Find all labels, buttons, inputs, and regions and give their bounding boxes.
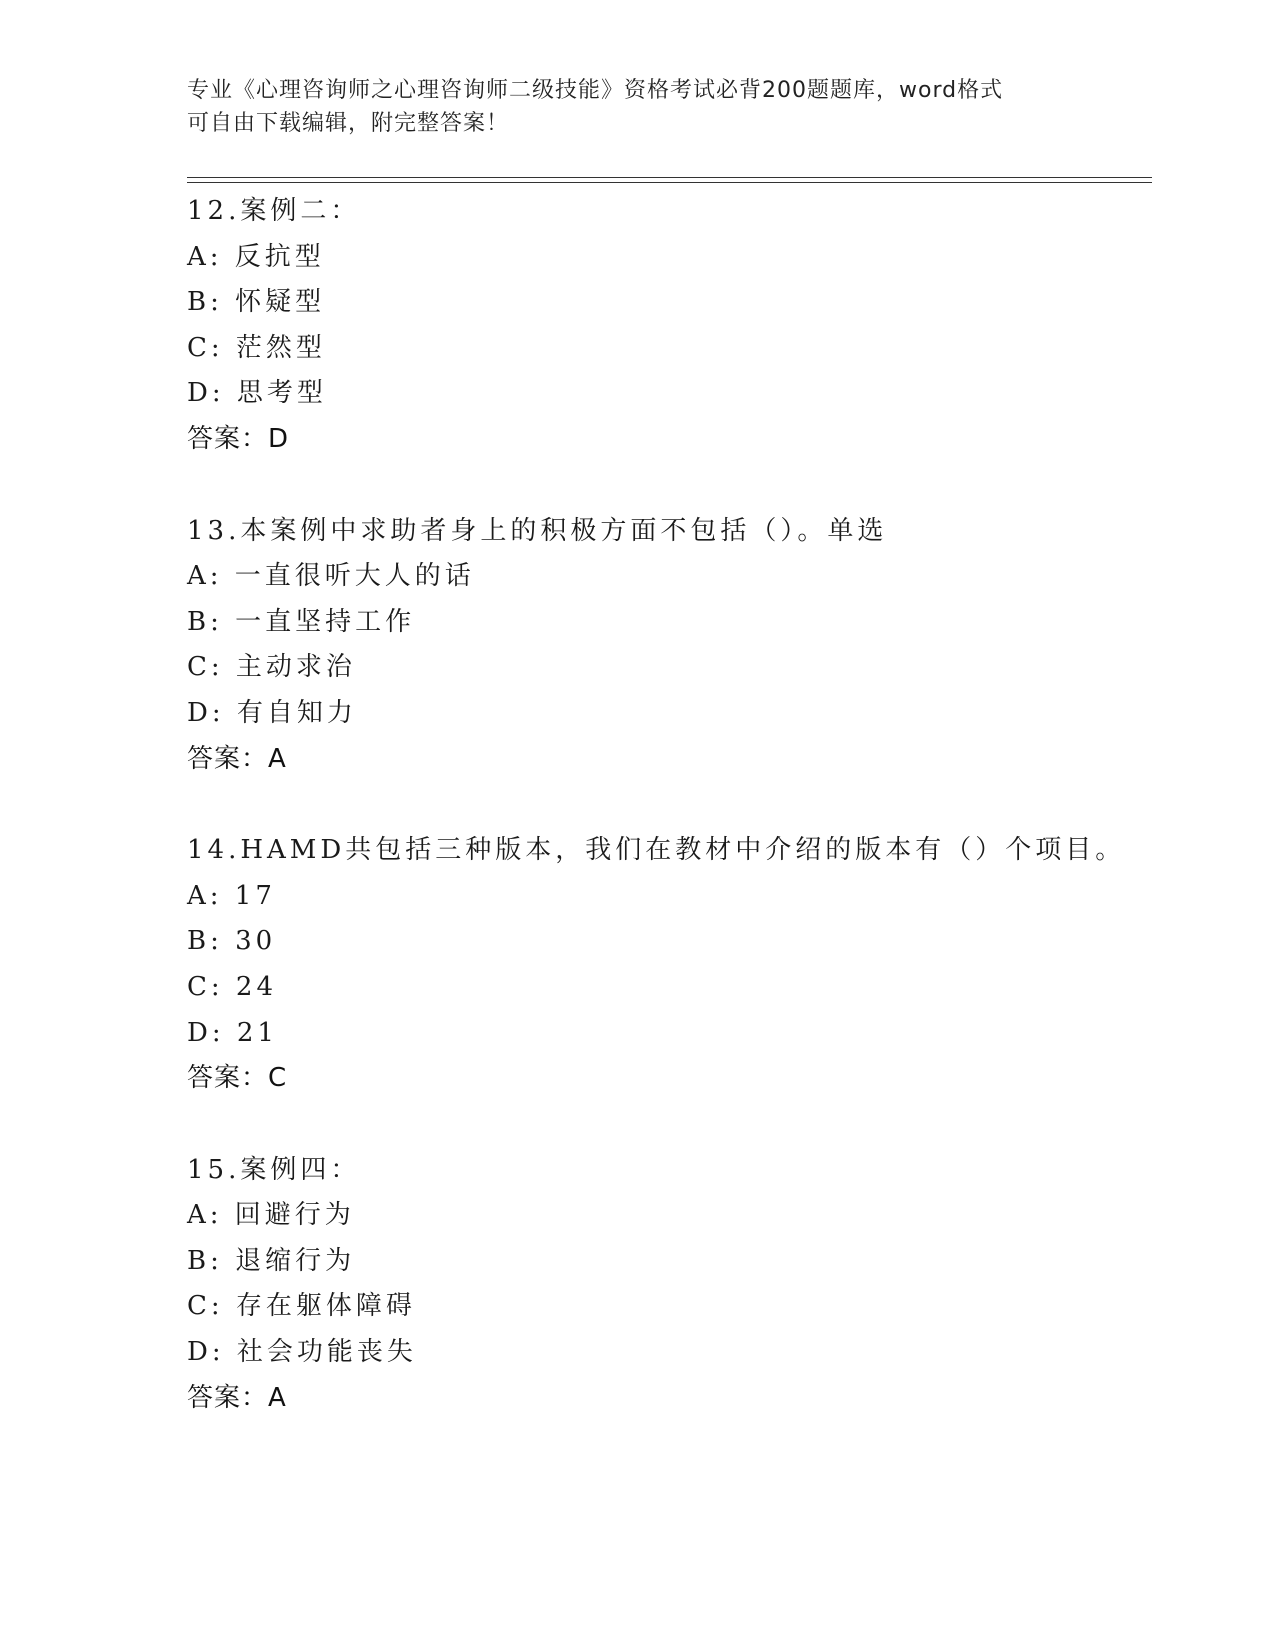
question-12 (187, 189, 1147, 463)
answer-line: 答案：C (187, 1063, 288, 1094)
answer-line: 答案：A (187, 743, 287, 774)
option-a: A: 17 (187, 880, 276, 911)
header-line-1: 专业《心理咨询师之心理咨询师二级技能》资格考试必背200题题库，word格式 (187, 78, 1004, 103)
question-14 (187, 828, 1147, 1102)
answer-line: 答案：D (187, 423, 290, 454)
option-b: B: 30 (187, 926, 277, 957)
option-a: A: 反抗型 (187, 241, 325, 272)
option-d: D: 思考型 (187, 378, 327, 409)
question-stem: 14.HAMD共包括三种版本，我们在教材中介绍的版本有（）个项目。 (187, 835, 1126, 866)
question-13 (187, 509, 1147, 783)
option-a: A: 一直很听大人的话 (187, 561, 475, 592)
option-d: D: 有自知力 (187, 697, 357, 728)
document-header (187, 74, 1067, 140)
question-stem: 15.案例四： (187, 1154, 361, 1185)
option-d: D: 21 (187, 1017, 278, 1048)
header-divider-bottom (187, 182, 1152, 183)
option-c: C: 存在躯体障碍 (187, 1291, 416, 1322)
option-b: B: 怀疑型 (187, 287, 326, 318)
header-divider-top (187, 177, 1152, 178)
question-stem: 13.本案例中求助者身上的积极方面不包括（）。单选 (187, 515, 888, 546)
answer-line: 答案：A (187, 1382, 287, 1413)
question-stem: 12.案例二： (187, 196, 361, 226)
question-list (187, 189, 1147, 1467)
option-c: C: 24 (187, 971, 278, 1002)
option-b: B: 一直坚持工作 (187, 606, 416, 637)
option-b: B: 退缩行为 (187, 1245, 356, 1276)
question-15 (187, 1148, 1147, 1422)
option-d: D: 社会功能丧失 (187, 1337, 417, 1368)
option-c: C: 主动求治 (187, 652, 356, 683)
option-c: C: 茫然型 (187, 332, 326, 363)
option-a: A: 回避行为 (187, 1200, 355, 1231)
header-line-2: 可自由下载编辑，附完整答案！ (187, 111, 510, 136)
